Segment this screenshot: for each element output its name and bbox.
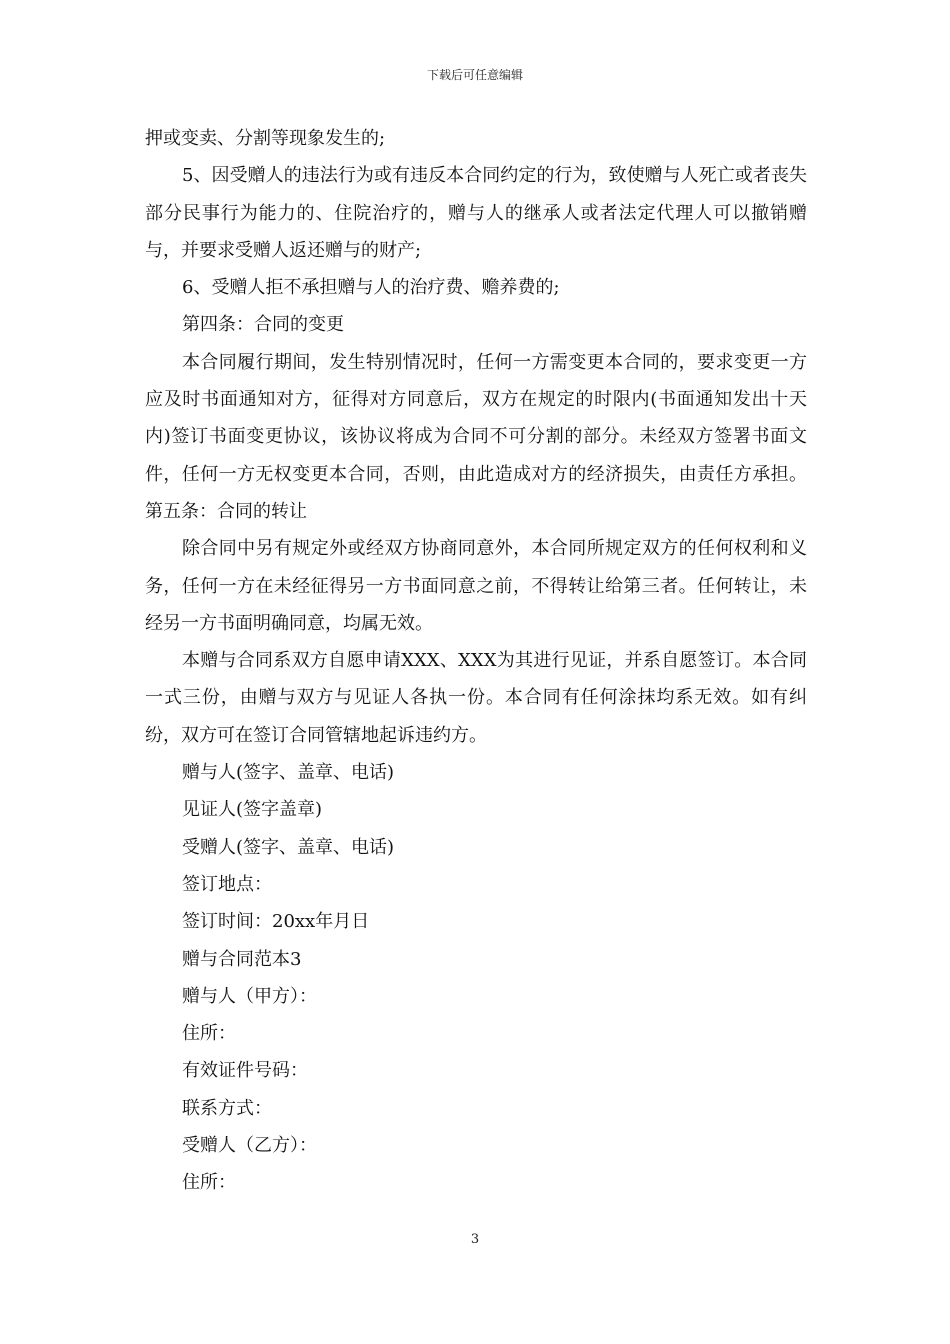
signature-line-donor: 赠与人(签字、盖章、电话) xyxy=(182,762,395,784)
signature-line-donee: 受赠人(签字、盖章、电话) xyxy=(182,836,395,858)
signing-place: 签订地点： xyxy=(182,873,272,895)
clause-item-5: 5、因受赠人的违法行为或有违反本合同约定的行为，致使赠与人死亡或者丧失部分民事行为能力的、住院治疗的，赠与人的继承人或者法定代理人可以撤销赠与，并要求受赠人返还赠与的财产; xyxy=(145,165,807,261)
paragraph-contract-change: 本合同履行期间，发生特别情况时，任何一方需变更本合同的，要求变更一方应及时书面通知对方，征得对方同意后，双方在规定的时限内(书面通知发出十天内)签订书面变更协议，该协议将成为合同不可分割的部分。未经双方签署书面文件，任何一方无权变更本合同，否则，由此造成对方的经济损失，由责任方承担。第五条：合同的转让 xyxy=(145,351,807,522)
party-a-contact: 联系方式： xyxy=(182,1097,272,1119)
paragraph-continuation: 押或变卖、分割等现象发生的; xyxy=(145,128,386,149)
page-number: 3 xyxy=(470,1232,480,1247)
document-body xyxy=(145,120,807,1202)
clause-item-6: 6、受赠人拒不承担赠与人的治疗费、赡养费的; xyxy=(182,277,560,299)
party-a-id-number: 有效证件号码： xyxy=(182,1060,308,1082)
template-title: 赠与合同范本3 xyxy=(182,948,302,970)
paragraph-contract-transfer: 除合同中另有规定外或经双方协商同意外，本合同所规定双方的任何权利和义务，任何一方在未经征得另一方书面同意之前，不得转让给第三者。任何转让，未经另一方书面明确同意，均属无效。 xyxy=(145,538,807,634)
party-b-address: 住所： xyxy=(182,1172,236,1194)
signature-line-witness: 见证人(签字盖章) xyxy=(182,799,323,821)
signing-date: 签订时间：20xx年月日 xyxy=(182,911,370,933)
party-b-label: 受赠人（乙方）： xyxy=(182,1135,317,1157)
section-heading-article-4: 第四条：合同的变更 xyxy=(182,314,344,336)
page-header: 下载后可任意编辑 xyxy=(426,68,523,82)
party-a-address: 住所： xyxy=(182,1023,236,1045)
paragraph-witness: 本赠与合同系双方自愿申请XXX、XXX为其进行见证，并系自愿签订。本合同一式三份，由赠与双方与见证人各执一份。本合同有任何涂抹均系无效。如有纠纷，双方可在签订合同管辖地起诉违约方。 xyxy=(145,650,807,746)
party-a-label: 赠与人（甲方）： xyxy=(182,985,317,1007)
